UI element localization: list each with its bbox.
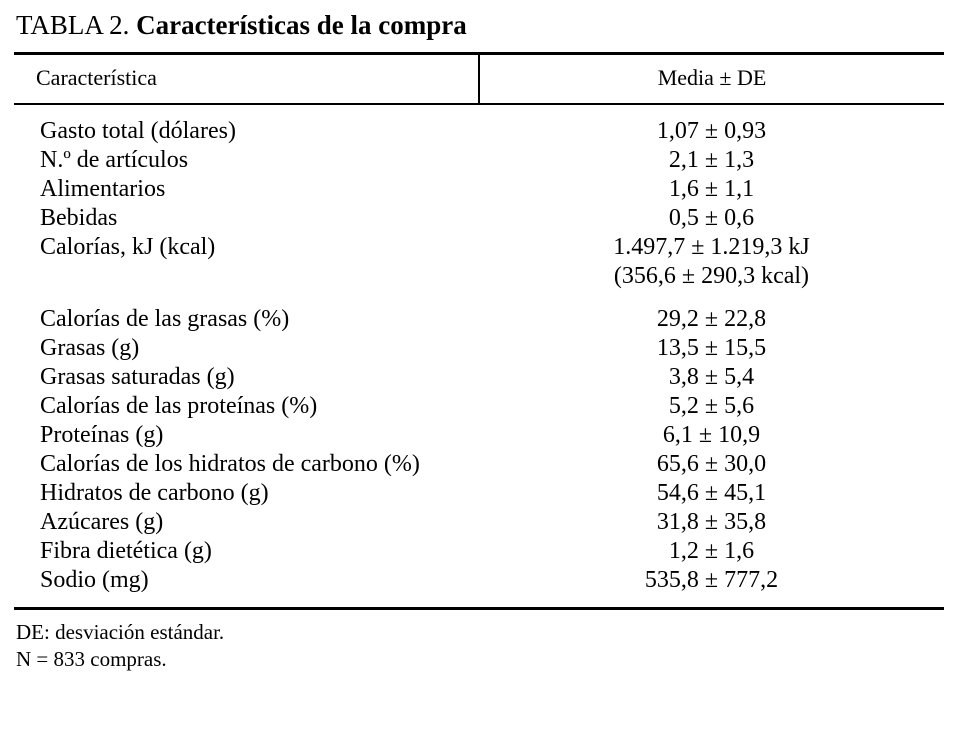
table-row (14, 508, 944, 537)
table-row (14, 537, 944, 566)
row-value-primary: 54,6 ± 45,1 (656, 480, 767, 506)
table-head (14, 54, 944, 106)
row-characteristic: Alimentarios (40, 176, 166, 202)
row-characteristic: Fibra dietética (g) (40, 538, 212, 564)
row-value (479, 566, 944, 609)
row-value (479, 537, 944, 566)
row-value (479, 479, 944, 508)
row-value-primary: 1,07 ± 0,93 (656, 118, 767, 144)
table-row (14, 204, 944, 233)
row-characteristic: Grasas saturadas (g) (40, 364, 235, 390)
bottom-rule-cell-right (479, 609, 944, 611)
row-characteristic: Sodio (mg) (40, 567, 149, 593)
row-value (479, 175, 944, 204)
row-value-primary: 1.497,7 ± 1.219,3 kJ (613, 234, 810, 260)
table-row (14, 334, 944, 363)
table-row (14, 479, 944, 508)
row-value-primary: 3,8 ± 5,4 (668, 364, 755, 390)
table-row (14, 566, 944, 609)
row-value-primary: 6,1 ± 10,9 (662, 422, 761, 448)
table-row (14, 291, 944, 334)
row-characteristic: Grasas (g) (40, 335, 140, 361)
row-characteristic: Gasto total (dólares) (40, 118, 236, 144)
column-header-characteristic: Característica (14, 55, 479, 104)
row-value-primary: 31,8 ± 35,8 (656, 509, 767, 535)
row-value-primary: 13,5 ± 15,5 (656, 335, 767, 361)
row-value (479, 204, 944, 233)
row-value-primary: 535,8 ± 777,2 (644, 567, 779, 593)
row-value (479, 233, 944, 291)
row-characteristic: N.º de artículos (40, 147, 189, 173)
table-caption-title: Características de la compra (136, 10, 467, 40)
row-value-primary: 65,6 ± 30,0 (656, 451, 767, 477)
row-characteristic: Azúcares (g) (40, 509, 164, 535)
row-characteristic: Calorías, kJ (kcal) (40, 234, 216, 260)
row-value-primary: 1,6 ± 1,1 (668, 176, 755, 202)
row-characteristic: Proteínas (g) (40, 422, 164, 448)
row-value-primary: 2,1 ± 1,3 (668, 147, 755, 173)
table-row (14, 233, 944, 291)
row-characteristic: Calorías de las proteínas (%) (40, 393, 318, 419)
row-characteristic: Bebidas (40, 205, 118, 231)
characteristics-table (14, 52, 944, 610)
row-value-primary: 1,2 ± 1,6 (668, 538, 755, 564)
row-value-secondary: (356,6 ± 290,3 kcal) (613, 263, 810, 289)
table-header-row (14, 55, 944, 104)
table-row (14, 175, 944, 204)
row-value (479, 392, 944, 421)
row-characteristic: Calorías de los hidratos de carbono (%) (40, 451, 420, 477)
table-row (14, 105, 944, 146)
row-value (479, 508, 944, 537)
table-row (14, 392, 944, 421)
table-row (14, 146, 944, 175)
table-caption (16, 8, 944, 42)
table-foot (14, 609, 944, 611)
row-value-primary: 5,2 ± 5,6 (668, 393, 755, 419)
table-caption-label: TABLA 2. (16, 10, 130, 40)
row-value-primary: 0,5 ± 0,6 (668, 205, 755, 231)
footnote-sample-size: N = 833 compras. (16, 647, 167, 671)
column-header-value: Media ± DE (657, 65, 767, 90)
table-row (14, 363, 944, 392)
table-body (14, 105, 944, 609)
row-value (479, 291, 944, 334)
bottom-rule-cell-left (14, 609, 479, 611)
table-row (14, 450, 944, 479)
footnote-abbreviation: DE: desviación estándar. (16, 620, 225, 644)
row-characteristic: Calorías de las grasas (%) (40, 306, 290, 332)
row-value (479, 450, 944, 479)
row-value (479, 146, 944, 175)
table-bottom-rule (14, 609, 944, 611)
row-value (479, 334, 944, 363)
row-value (479, 105, 944, 146)
row-value (479, 421, 944, 450)
row-value-primary: 29,2 ± 22,8 (656, 306, 767, 332)
row-value (479, 363, 944, 392)
row-characteristic: Hidratos de carbono (g) (40, 480, 269, 506)
table-footnotes (16, 619, 944, 673)
table-row (14, 421, 944, 450)
